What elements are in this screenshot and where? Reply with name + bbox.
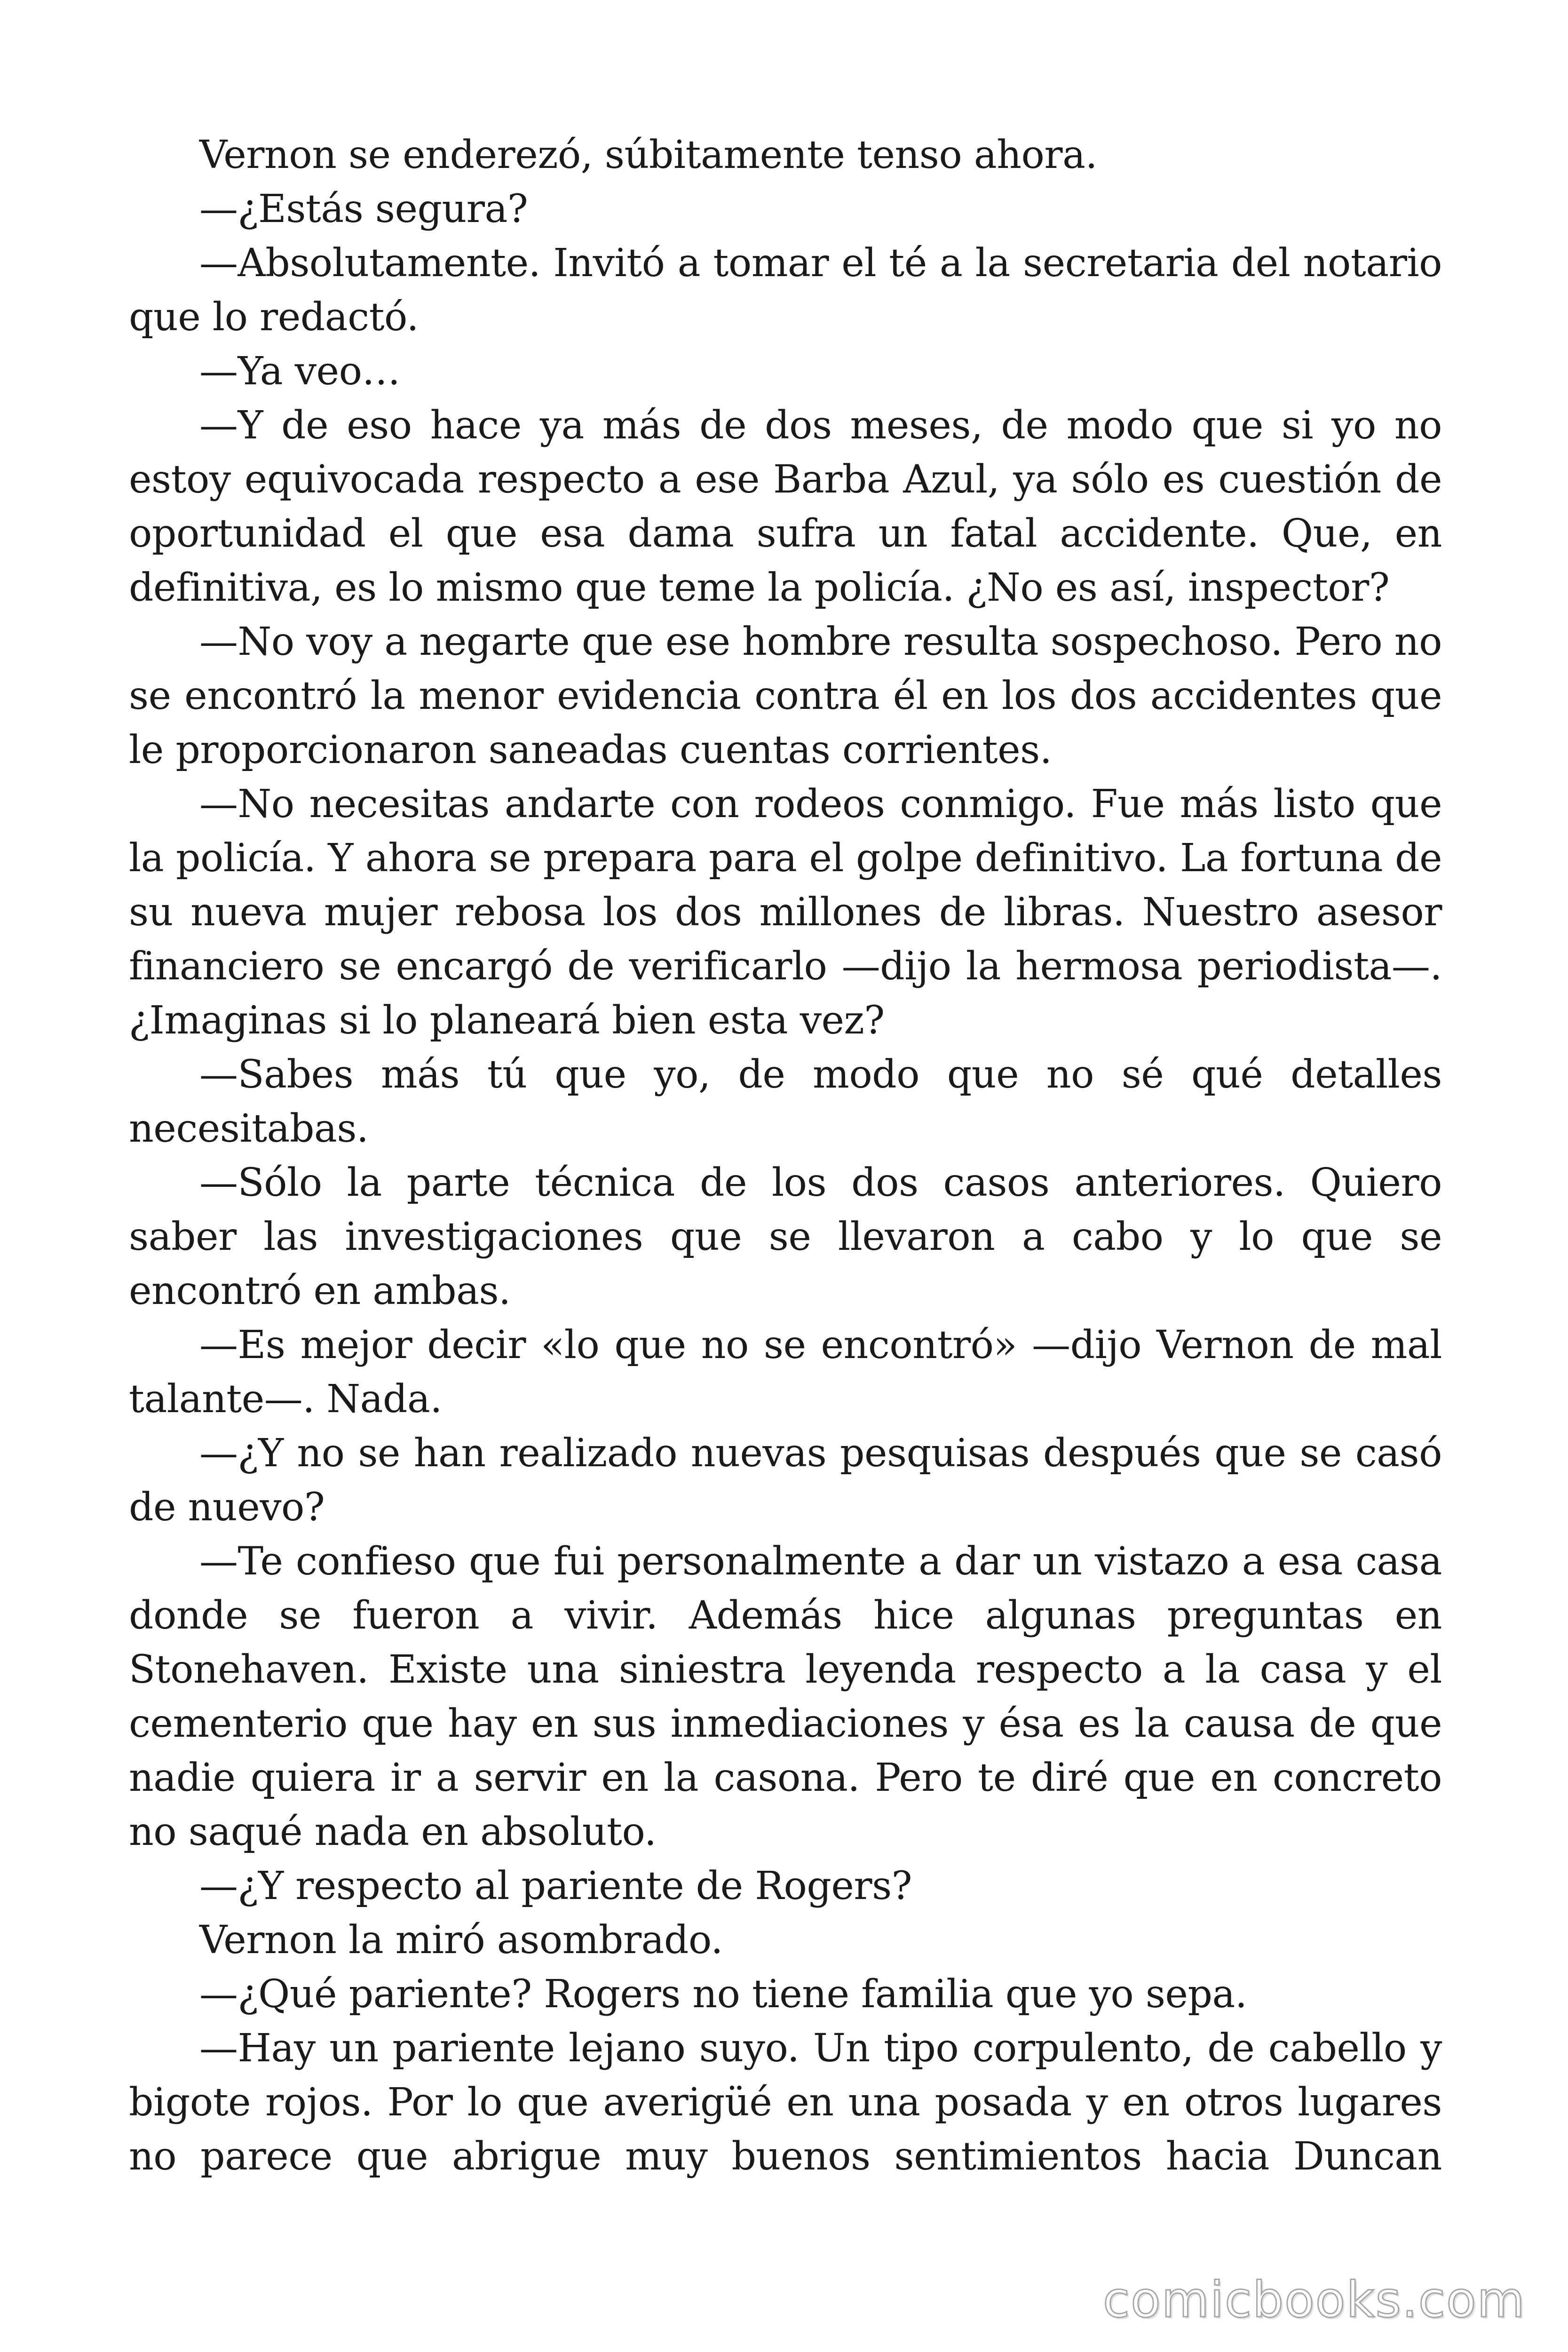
paragraph-9: —Sólo la parte técnica de los dos casos anteriores. Quiero saber las investigaciones que se llevaron a cabo y lo que se encontró en ambas. — [129, 1160, 1442, 1313]
paragraph-4: —Ya veo… — [199, 349, 400, 394]
paragraph-2: —¿Estás segura? — [199, 187, 528, 231]
paragraph-10: —Es mejor decir «lo que no se encontró» —dijo Vernon de mal talante—. Nada. — [129, 1323, 1442, 1422]
paragraph-5: —Y de eso hace ya más de dos meses, de modo que si yo no estoy equivocada respecto a ese Barba Azul, ya sólo es cuestión de oportunidad el que esa dama sufra un fatal accidente. Que, en definitiva, es lo mismo que teme la policía. ¿No es así, inspector? — [129, 403, 1442, 610]
paragraph-13: —¿Y respecto al pariente de Rogers? — [199, 1864, 912, 1908]
paragraph-12: —Te confieso que fui personalmente a dar un vistazo a esa casa donde se fueron a vivir. Además hice algunas preguntas en Stonehaven. Existe una siniestra leyenda respecto a la casa y el cementerio que hay en sus inmediaciones y ésa es la causa de que nadie quiera ir a servir en la casona. Pero te diré que en concreto no saqué nada en absoluto. — [129, 1539, 1442, 1854]
paragraph-6: —No voy a negarte que ese hombre resulta sospechoso. Pero no se encontró la menor evidencia contra él en los dos accidentes que le proporcionaron saneadas cuentas corrientes. — [129, 620, 1442, 772]
paragraph-15: —¿Qué pariente? Rogers no tiene familia que yo sepa. — [199, 1972, 1247, 2017]
paragraph-7: —No necesitas andarte con rodeos conmigo. Fue más listo que la policía. Y ahora se prepara para el golpe definitivo. La fortuna de su nueva mujer rebosa los dos millones de libras. Nuestro asesor financiero se encargó de verificarlo —dijo la hermosa periodista—. ¿Imaginas si lo planeará bien esta vez? — [129, 782, 1442, 1043]
watermark-logo: comicbooks.com — [1102, 2271, 1526, 2328]
book-page-text — [129, 128, 1442, 2184]
paragraph-3: —Absolutamente. Invitó a tomar el té a la secretaria del notario que lo redactó. — [129, 241, 1442, 340]
paragraph-8: —Sabes más tú que yo, de modo que no sé qué detalles necesitabas. — [129, 1052, 1442, 1151]
paragraph-11: —¿Y no se han realizado nuevas pesquisas después que se casó de nuevo? — [129, 1431, 1442, 1530]
paragraph-16: —Hay un pariente lejano suyo. Un tipo corpulento, de cabello y bigote rojos. Por lo que averigüé en una posada y en otros lugares no parece que abrigue muy buenos sentimientos hacia Duncan — [129, 2026, 1442, 2179]
paragraph-14: Vernon la miró asombrado. — [199, 1918, 723, 1963]
paragraph-1: Vernon se enderezó, súbitamente tenso ahora. — [199, 133, 1098, 177]
